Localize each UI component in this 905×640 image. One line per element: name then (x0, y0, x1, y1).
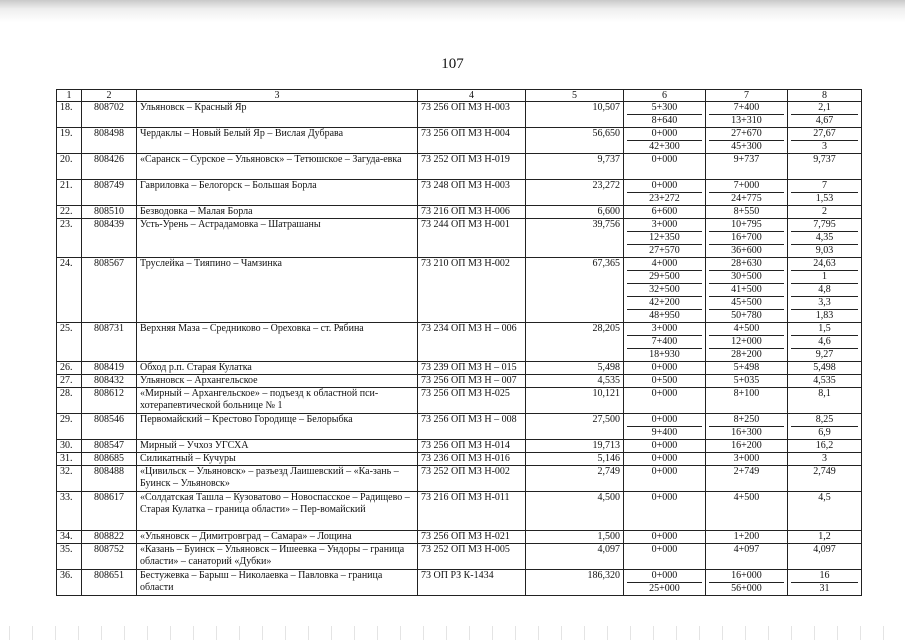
registration-number: 73 244 ОП МЗ Н-001 (418, 219, 526, 258)
segment-start: 0+000 (651, 362, 678, 373)
row-number: 28. (57, 388, 82, 414)
segment-start: 8+640 (651, 115, 678, 126)
road-length: 186,320 (526, 570, 624, 596)
segment-end: 10+795 (709, 219, 784, 232)
segment-start-column (624, 128, 706, 154)
road-id: 808498 (82, 128, 137, 154)
segment-length: 8,1 (818, 388, 831, 399)
segment-start: 0+000 (627, 128, 702, 141)
segment-end: 3+000 (733, 453, 760, 464)
road-length: 4,097 (526, 544, 624, 570)
road-id: 808546 (82, 414, 137, 440)
segment-length-column (788, 414, 862, 440)
table-row (57, 375, 862, 388)
segment-end: 7+000 (709, 180, 784, 193)
segment-length: 4,6 (791, 336, 858, 349)
segment-end-column (706, 128, 788, 154)
segment-length-column (788, 128, 862, 154)
header-cell: 8 (788, 90, 862, 102)
header-cell: 6 (624, 90, 706, 102)
registration-number: 73 256 ОП МЗ Н – 007 (418, 375, 526, 388)
segment-start: 0+000 (627, 180, 702, 193)
row-number: 26. (57, 362, 82, 375)
segment-end-column (706, 453, 788, 466)
segment-length: 2,749 (813, 466, 836, 477)
segment-length: 1,83 (815, 310, 834, 321)
segment-start: 18+930 (649, 349, 680, 360)
table-row (57, 388, 862, 414)
registration-number: 73 256 ОП МЗ Н – 008 (418, 414, 526, 440)
road-name: Усть-Урень – Астрадамовка – Шатрашаны (137, 219, 418, 258)
segment-start-column (624, 154, 706, 180)
segment-length: 9,737 (813, 154, 836, 165)
registration-number: 73 252 ОП МЗ Н-005 (418, 544, 526, 570)
segment-end: 50+780 (731, 310, 762, 321)
road-id: 808419 (82, 362, 137, 375)
segment-start: 0+000 (627, 570, 702, 583)
table-row (57, 154, 862, 180)
table-row (57, 492, 862, 531)
segment-end: 16+000 (709, 570, 784, 583)
road-name: Безводовка – Малая Борла (137, 206, 418, 219)
segment-length: 4,5 (818, 492, 831, 503)
segment-end: 7+400 (709, 102, 784, 115)
segment-length: 24,63 (791, 258, 858, 271)
row-number: 32. (57, 466, 82, 492)
page-number: 107 (441, 56, 464, 72)
segment-length: 2 (822, 206, 827, 217)
segment-end-column (706, 362, 788, 375)
road-id: 808822 (82, 531, 137, 544)
table-row (57, 206, 862, 219)
segment-start: 9+400 (651, 427, 678, 438)
segment-length-column (788, 219, 862, 258)
segment-start-column (624, 375, 706, 388)
segment-length: 5,498 (813, 362, 836, 373)
road-id: 808651 (82, 570, 137, 596)
registration-number: 73 252 ОП МЗ Н-019 (418, 154, 526, 180)
segment-start-column (624, 323, 706, 362)
segment-end: 45+500 (709, 297, 784, 310)
segment-start: 3+000 (627, 219, 702, 232)
segment-length: 4,097 (813, 544, 836, 555)
segment-start-column (624, 180, 706, 206)
row-number: 34. (57, 531, 82, 544)
segment-length-column (788, 453, 862, 466)
registration-number: 73 236 ОП МЗ Н-016 (418, 453, 526, 466)
segment-end-column (706, 531, 788, 544)
header-cell: 4 (418, 90, 526, 102)
segment-start-column (624, 466, 706, 492)
header-cell: 1 (57, 90, 82, 102)
road-name: «Казань – Буинск – Ульяновск – Ишеевка – Ундоры – граница области» – санаторий «Дубки» (137, 544, 418, 570)
segment-end-column (706, 466, 788, 492)
segment-length: 31 (819, 583, 830, 594)
road-id: 808488 (82, 466, 137, 492)
table-row (57, 219, 862, 258)
road-length: 4,535 (526, 375, 624, 388)
segment-length-column (788, 102, 862, 128)
segment-start: 0+000 (651, 440, 678, 451)
segment-start-column (624, 258, 706, 323)
segment-length: 1,5 (791, 323, 858, 336)
segment-length-column (788, 180, 862, 206)
registration-number: 73 216 ОП МЗ Н-006 (418, 206, 526, 219)
road-id: 808685 (82, 453, 137, 466)
table-row (57, 440, 862, 453)
segment-start: 48+950 (649, 310, 680, 321)
road-length: 2,749 (526, 466, 624, 492)
segment-length: 9,03 (815, 245, 834, 256)
segment-start: 32+500 (627, 284, 702, 297)
segment-start: 0+000 (651, 154, 678, 165)
road-length: 10,507 (526, 102, 624, 128)
segment-length: 4,8 (791, 284, 858, 297)
segment-length-column (788, 388, 862, 414)
road-id: 808731 (82, 323, 137, 362)
road-id: 808612 (82, 388, 137, 414)
segment-length-column (788, 206, 862, 219)
segment-start: 0+000 (651, 388, 678, 399)
segment-end: 16+300 (731, 427, 762, 438)
segment-end: 1+200 (733, 531, 760, 542)
segment-length-column (788, 466, 862, 492)
segment-start: 42+200 (627, 297, 702, 310)
scan-shadow-top (0, 0, 905, 22)
road-name: Труслейка – Тияпино – Чамзинка (137, 258, 418, 323)
segment-end-column (706, 440, 788, 453)
registration-number: 73 256 ОП МЗ Н-003 (418, 102, 526, 128)
segment-start-column (624, 102, 706, 128)
segment-end: 28+630 (709, 258, 784, 271)
road-name: «Солдатская Ташла – Кузоватово – Новоспасское – Радищево – Старая Кулатка – граница области» – Пер-вомайский (137, 492, 418, 531)
segment-start-column (624, 219, 706, 258)
segment-start: 12+350 (627, 232, 702, 245)
segment-length-column (788, 323, 862, 362)
road-length: 19,713 (526, 440, 624, 453)
segment-end-column (706, 544, 788, 570)
row-number: 36. (57, 570, 82, 596)
registration-number: 73 256 ОП МЗ Н-004 (418, 128, 526, 154)
segment-end-column (706, 219, 788, 258)
segment-length-column (788, 154, 862, 180)
segment-length: 9,27 (815, 349, 834, 360)
segment-length: 8,25 (791, 414, 858, 427)
segment-end-column (706, 206, 788, 219)
table-row (57, 102, 862, 128)
segment-start: 0+000 (651, 492, 678, 503)
segment-length-column (788, 375, 862, 388)
segment-end: 4+097 (733, 544, 760, 555)
registration-number: 73 216 ОП МЗ Н-011 (418, 492, 526, 531)
segment-start-column (624, 362, 706, 375)
registration-number: 73 256 ОП МЗ Н-025 (418, 388, 526, 414)
registration-number: 73 248 ОП МЗ Н-003 (418, 180, 526, 206)
row-number: 20. (57, 154, 82, 180)
segment-end: 5+035 (733, 375, 760, 386)
segment-start-column (624, 531, 706, 544)
table-row (57, 466, 862, 492)
segment-start: 5+300 (627, 102, 702, 115)
row-number: 19. (57, 128, 82, 154)
row-number: 35. (57, 544, 82, 570)
row-number: 21. (57, 180, 82, 206)
segment-length: 6,9 (818, 427, 831, 438)
segment-end: 24+775 (731, 193, 762, 204)
segment-start: 0+000 (627, 414, 702, 427)
header-cell: 7 (706, 90, 788, 102)
segment-start-column (624, 440, 706, 453)
segment-length-column (788, 570, 862, 596)
segment-length: 16,2 (815, 440, 834, 451)
segment-end-column (706, 154, 788, 180)
segment-length-column (788, 492, 862, 531)
segment-end: 8+250 (709, 414, 784, 427)
segment-end-column (706, 180, 788, 206)
table-row (57, 180, 862, 206)
road-length: 10,121 (526, 388, 624, 414)
road-id: 808617 (82, 492, 137, 531)
table-row (57, 128, 862, 154)
segment-end: 56+000 (731, 583, 762, 594)
roads-table (56, 89, 862, 596)
road-length: 67,365 (526, 258, 624, 323)
segment-start-column (624, 544, 706, 570)
row-number: 18. (57, 102, 82, 128)
header-cell: 2 (82, 90, 137, 102)
registration-number: 73 252 ОП МЗ Н-002 (418, 466, 526, 492)
segment-start: 29+500 (627, 271, 702, 284)
segment-end: 8+100 (733, 388, 760, 399)
row-number: 30. (57, 440, 82, 453)
table-row (57, 453, 862, 466)
row-number: 24. (57, 258, 82, 323)
road-id: 808426 (82, 154, 137, 180)
segment-end-column (706, 375, 788, 388)
segment-length: 4,67 (815, 115, 834, 126)
header-cell: 5 (526, 90, 624, 102)
segment-length-column (788, 362, 862, 375)
road-id: 808702 (82, 102, 137, 128)
table-row (57, 323, 862, 362)
road-length: 56,650 (526, 128, 624, 154)
road-length: 4,500 (526, 492, 624, 531)
registration-number: 73 210 ОП МЗ Н-002 (418, 258, 526, 323)
segment-end: 9+737 (733, 154, 760, 165)
road-name: Ульяновск – Архангельское (137, 375, 418, 388)
segment-end: 8+550 (733, 206, 760, 217)
table-row (57, 362, 862, 375)
segment-end-column (706, 323, 788, 362)
road-id: 808510 (82, 206, 137, 219)
segment-end: 30+500 (709, 271, 784, 284)
segment-end: 4+500 (733, 492, 760, 503)
road-name: Гавриловка – Белогорск – Большая Борла (137, 180, 418, 206)
segment-end: 4+500 (709, 323, 784, 336)
segment-end: 2+749 (733, 466, 760, 477)
table-row (57, 414, 862, 440)
row-number: 33. (57, 492, 82, 531)
segment-start-column (624, 388, 706, 414)
table-row (57, 258, 862, 323)
segment-length-column (788, 440, 862, 453)
segment-length: 4,535 (813, 375, 836, 386)
row-number: 27. (57, 375, 82, 388)
table-row (57, 531, 862, 544)
registration-number: 73 234 ОП МЗ Н – 006 (418, 323, 526, 362)
segment-start: 3+000 (627, 323, 702, 336)
segment-end-column (706, 414, 788, 440)
segment-length: 1,53 (815, 193, 834, 204)
segment-length: 3,3 (791, 297, 858, 310)
road-name: «Ульяновск – Димитровград – Самара» – Лощина (137, 531, 418, 544)
road-length: 5,498 (526, 362, 624, 375)
segment-start: 0+000 (651, 466, 678, 477)
segment-length: 1 (791, 271, 858, 284)
segment-start: 0+500 (651, 375, 678, 386)
road-length: 39,756 (526, 219, 624, 258)
segment-length: 3 (822, 141, 827, 152)
segment-end-column (706, 570, 788, 596)
road-name: «Мирный – Архангельское» – подъезд к областной пси-хотерапевтической больнице № 1 (137, 388, 418, 414)
segment-end: 28+200 (731, 349, 762, 360)
segment-length-column (788, 544, 862, 570)
road-id: 808547 (82, 440, 137, 453)
segment-end: 5+498 (733, 362, 760, 373)
table-row (57, 570, 862, 596)
row-number: 23. (57, 219, 82, 258)
segment-end-column (706, 388, 788, 414)
segment-start: 42+300 (649, 141, 680, 152)
segment-length: 7,795 (791, 219, 858, 232)
segment-end-column (706, 102, 788, 128)
segment-start-column (624, 414, 706, 440)
segment-length: 16 (791, 570, 858, 583)
registration-number: 73 256 ОП МЗ Н-021 (418, 531, 526, 544)
road-length: 1,500 (526, 531, 624, 544)
road-name: Мирный – Учхоз УГСХА (137, 440, 418, 453)
segment-end-column (706, 258, 788, 323)
segment-end: 13+310 (731, 115, 762, 126)
segment-start-column (624, 453, 706, 466)
segment-end-column (706, 492, 788, 531)
road-name: Ульяновск – Красный Яр (137, 102, 418, 128)
segment-length-column (788, 531, 862, 544)
header-cell: 3 (137, 90, 418, 102)
row-number: 31. (57, 453, 82, 466)
segment-start-column (624, 570, 706, 596)
road-length: 28,205 (526, 323, 624, 362)
row-number: 25. (57, 323, 82, 362)
segment-end: 36+600 (731, 245, 762, 256)
segment-start-column (624, 206, 706, 219)
road-length: 5,146 (526, 453, 624, 466)
road-length: 6,600 (526, 206, 624, 219)
scan-artifact-bottom (0, 626, 905, 640)
segment-length: 4,35 (791, 232, 858, 245)
road-length: 27,500 (526, 414, 624, 440)
road-length: 9,737 (526, 154, 624, 180)
road-id: 808749 (82, 180, 137, 206)
segment-end: 12+000 (709, 336, 784, 349)
road-id: 808439 (82, 219, 137, 258)
segment-end: 16+700 (709, 232, 784, 245)
segment-start: 6+600 (651, 206, 678, 217)
segment-end: 16+200 (731, 440, 762, 451)
segment-start-column (624, 492, 706, 531)
road-name: «Саранск – Сурское – Ульяновск» – Тетюшское – Загуда-евка (137, 154, 418, 180)
segment-start: 0+000 (651, 531, 678, 542)
segment-start: 0+000 (651, 453, 678, 464)
road-name: «Цивильск – Ульяновск» – разъезд Лаишевский – «Ка-зань – Буинск – Ульяновск» (137, 466, 418, 492)
segment-start: 0+000 (651, 544, 678, 555)
road-id: 808752 (82, 544, 137, 570)
segment-length: 27,67 (791, 128, 858, 141)
road-name: Первомайский – Крестово Городище – Белорыбка (137, 414, 418, 440)
segment-start: 7+400 (627, 336, 702, 349)
registration-number: 73 239 ОП МЗ Н – 015 (418, 362, 526, 375)
segment-start: 4+000 (627, 258, 702, 271)
row-number: 29. (57, 414, 82, 440)
road-length: 23,272 (526, 180, 624, 206)
segment-start: 25+000 (649, 583, 680, 594)
segment-length: 2,1 (791, 102, 858, 115)
road-id: 808432 (82, 375, 137, 388)
table-header-row (57, 90, 862, 102)
road-name: Чердаклы – Новый Белый Яр – Вислая Дубрава (137, 128, 418, 154)
registration-number: 73 ОП РЗ К-1434 (418, 570, 526, 596)
road-name: Верхняя Маза – Средниково – Ореховка – ст. Рябина (137, 323, 418, 362)
segment-end: 45+300 (731, 141, 762, 152)
road-id: 808567 (82, 258, 137, 323)
segment-end: 41+500 (709, 284, 784, 297)
segment-length: 7 (791, 180, 858, 193)
segment-length: 1,2 (818, 531, 831, 542)
registration-number: 73 256 ОП МЗ Н-014 (418, 440, 526, 453)
segment-length-column (788, 258, 862, 323)
road-name: Силикатный – Кучуры (137, 453, 418, 466)
road-name: Бестужевка – Барыш – Николаевка – Павловка – граница области (137, 570, 418, 596)
segment-length: 3 (822, 453, 827, 464)
segment-start: 27+570 (649, 245, 680, 256)
segment-end: 27+670 (709, 128, 784, 141)
row-number: 22. (57, 206, 82, 219)
road-name: Обход р.п. Старая Кулатка (137, 362, 418, 375)
segment-start: 23+272 (649, 193, 680, 204)
table-row (57, 544, 862, 570)
